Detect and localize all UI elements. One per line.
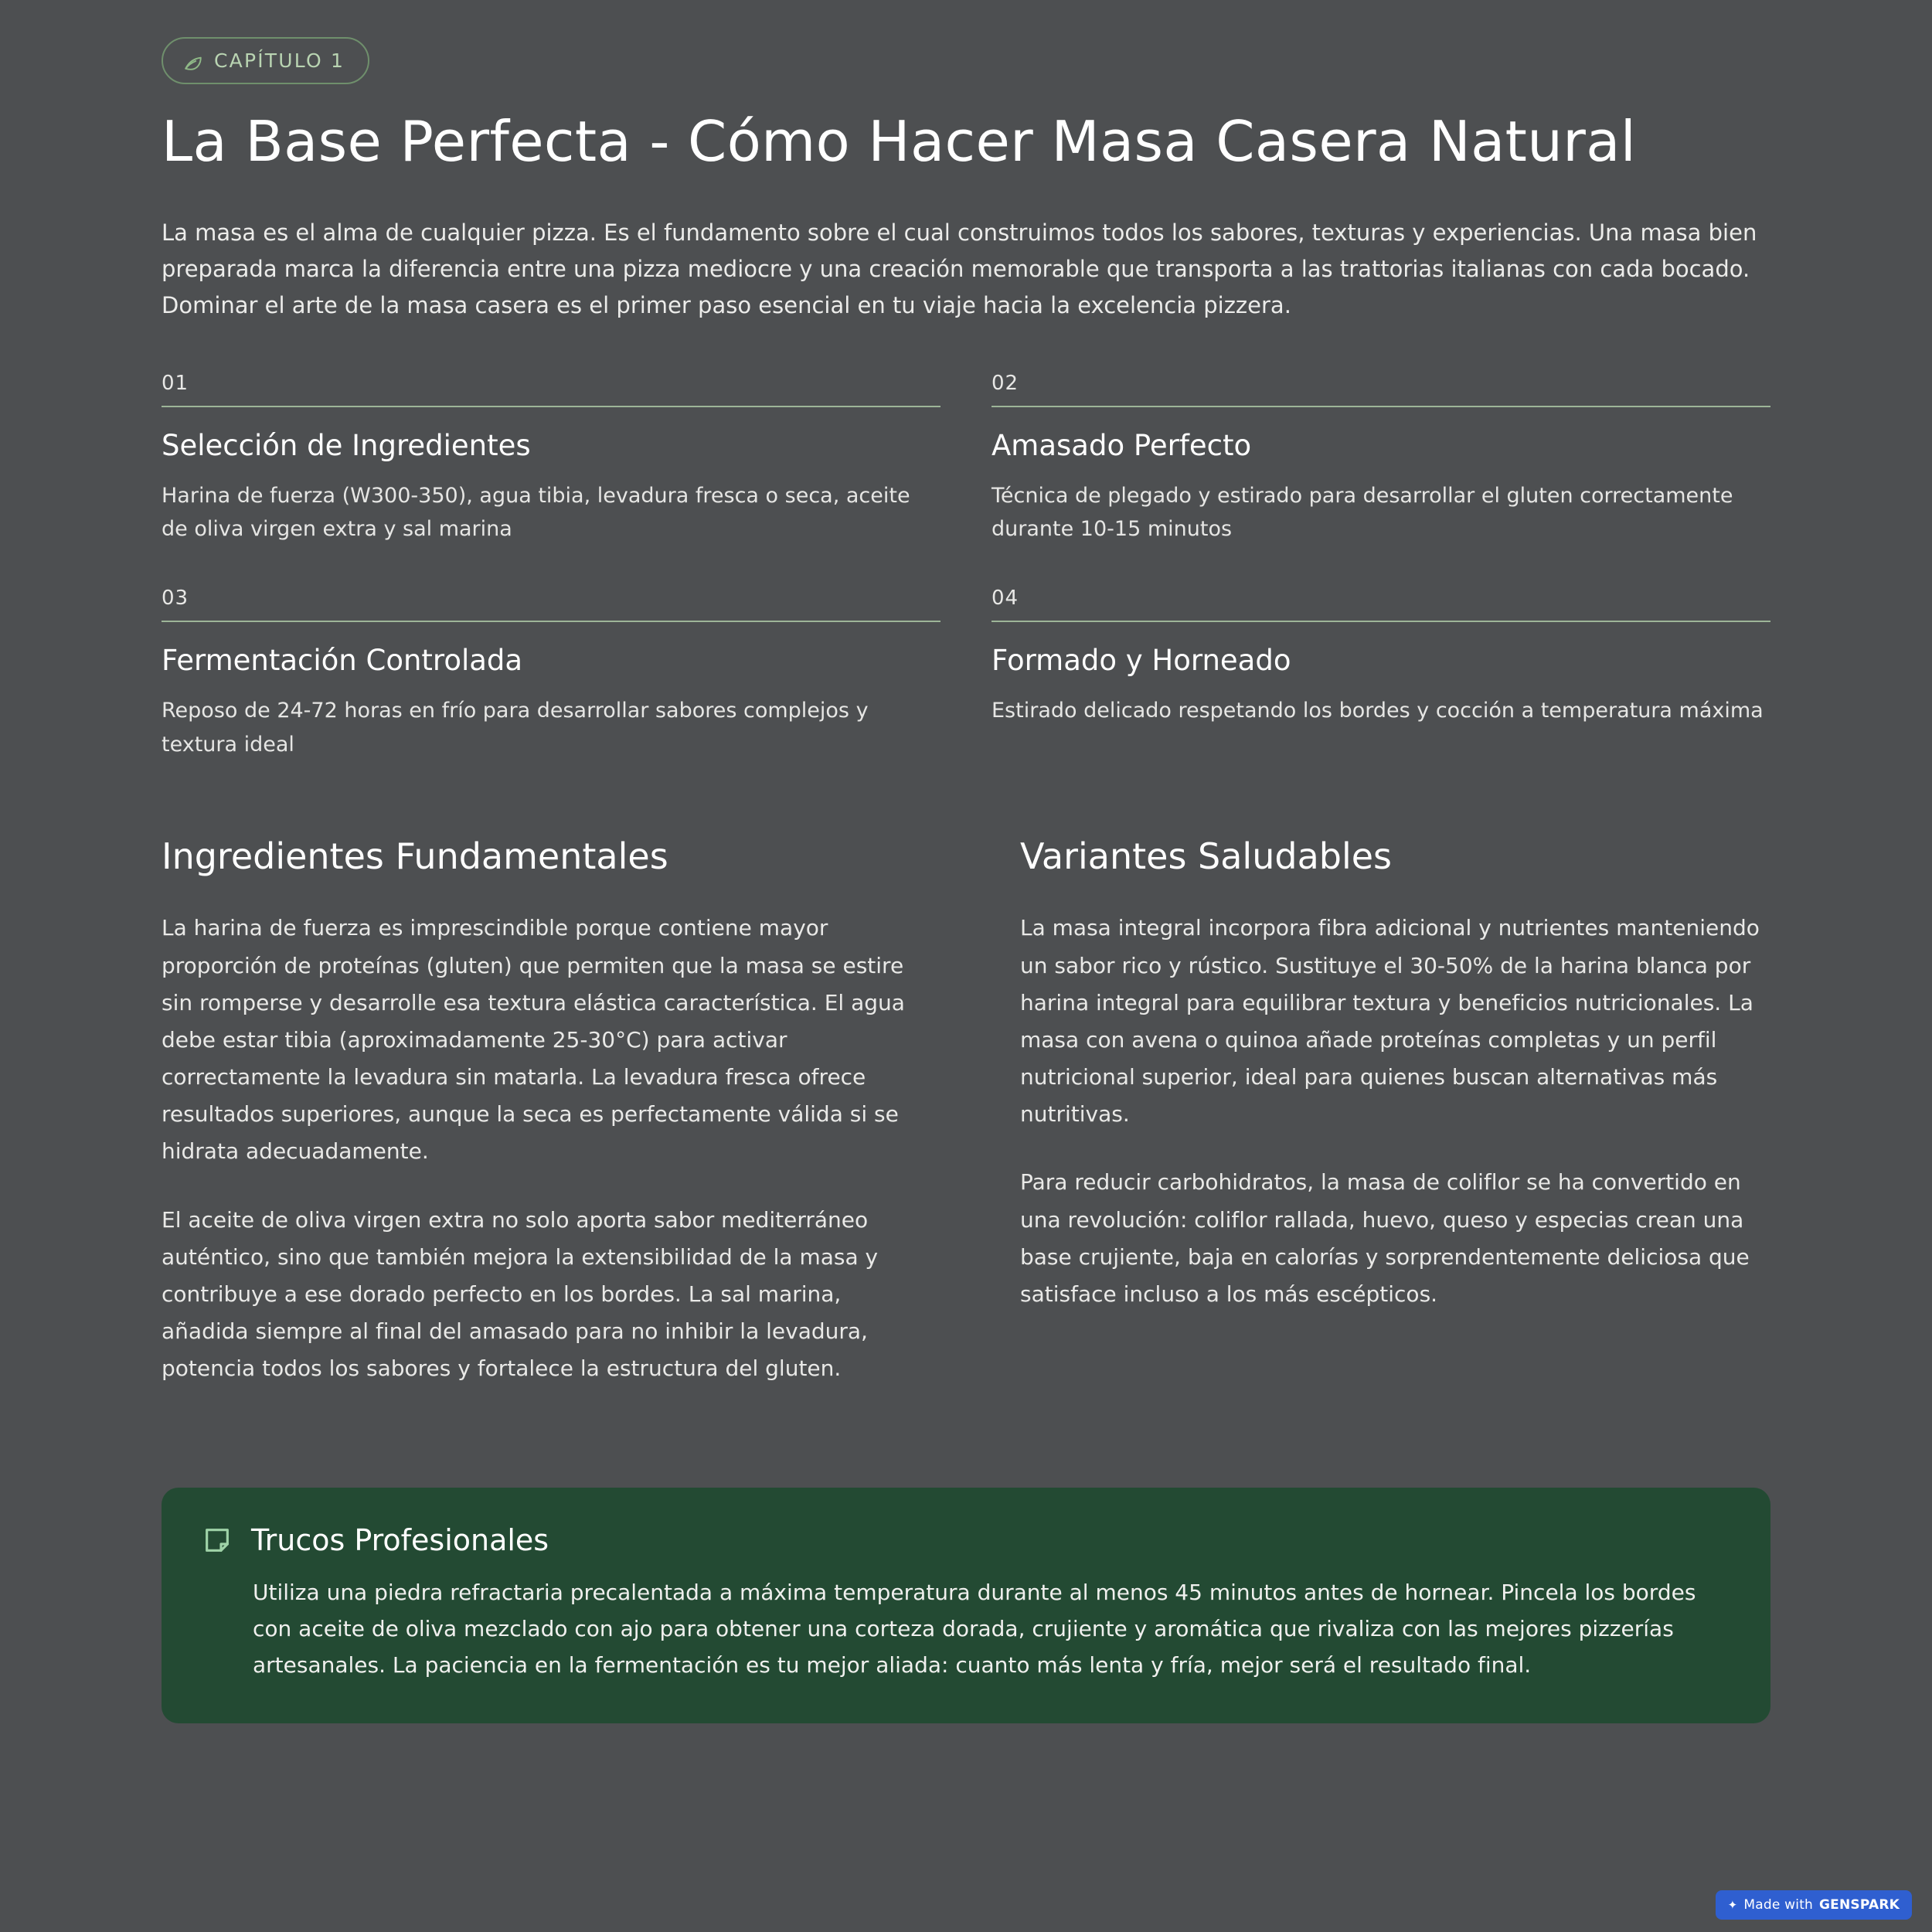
pro-tips-callout — [162, 1488, 1770, 1723]
step-heading: Formado y Horneado — [992, 644, 1291, 677]
step-number: 01 — [162, 372, 940, 407]
column-paragraph: Para reducir carbohidratos, la masa de coliflor se ha convertido en una revolución: coliflor rallada, huevo, queso y especias crean una base crujiente, baja en calorías y sorprendentemente deliciosa que satisface incluso a los más escépticos. — [1020, 1169, 1750, 1307]
column-paragraph: El aceite de oliva virgen extra no solo aporta sabor mediterráneo auténtico, sino que también mejora la extensibilidad de la masa y contribuye a ese dorado perfecto en los bordes. La sal marina, añadida siempre al final del amasado para no inhibir la levadura, potencia todos los sabores y fortalece la estructura del gluten. — [162, 1206, 879, 1382]
step-number: 03 — [162, 587, 940, 622]
step-text: Reposo de 24-72 horas en frío para desarrollar sabores complejos y textura ideal — [162, 699, 869, 757]
made-with-label: Made with — [1743, 1897, 1814, 1913]
step-heading: Selección de Ingredientes — [162, 428, 531, 462]
step-heading: Fermentación Controlada — [162, 644, 523, 677]
column-paragraph: La harina de fuerza es imprescindible porque contiene mayor proporción de proteínas (gluten) que permiten que la masa se estire sin romperse y desarrolle esa textura elástica característica. El agua debe estar tibia (aproximadamente 25-30°C) para activar correctamente la levadura sin matarla. La levadura fresca ofrece resultados superiores, aunque la seca es perfectamente válida si se hidrata adecuadamente. — [162, 915, 905, 1165]
step-card — [992, 372, 1770, 546]
column-heading: Ingredientes Fundamentales — [162, 835, 668, 878]
chapter-badge — [162, 37, 369, 84]
chapter-label: CAPÍTULO 1 — [214, 49, 345, 72]
column-paragraph: La masa integral incorpora fibra adicional y nutrientes manteniendo un sabor rico y rústico. Sustituye el 30-50% de la harina blanca por harina integral para equilibrar textura y beneficios nutricionales. La masa con avena o quinoa añade proteínas completas y un perfil nutricional superior, ideal para quienes buscan alternativas más nutritivas. — [1020, 915, 1760, 1128]
pro-tips-text: Utiliza una piedra refractaria precalentada a máxima temperatura durante al menos 45 minutos antes de hornear. Pincela los bordes con aceite de oliva mezclado con ajo para obtener una corteza dorada, crujiente y aromática que rivaliza con las mejores pizzerías artesanales. La paciencia en la fermentación es tu mejor aliada: cuanto más lenta y fría, mejor será el resultado final. — [253, 1580, 1696, 1679]
two-column-section — [162, 835, 1770, 1418]
steps-grid — [162, 372, 1770, 762]
step-card — [162, 587, 940, 761]
intro-paragraph: La masa es el alma de cualquier pizza. Es el fundamento sobre el cual construimos todos los sabores, texturas y experiencias. Una masa bien preparada marca la diferencia entre una pizza mediocre y una creación memorable que transporta a las trattorias italianas con cada bocado. Dominar el arte de la masa casera es el primer paso esencial en tu viaje hacia la excelencia pizzera. — [162, 219, 1757, 318]
pro-tips-heading: Trucos Profesionales — [251, 1523, 549, 1558]
step-card — [162, 372, 940, 546]
made-with-badge[interactable] — [1716, 1890, 1912, 1920]
page-title: La Base Perfecta - Cómo Hacer Masa Casera Natural — [162, 109, 1637, 174]
step-number: 02 — [992, 372, 1770, 407]
column-heading: Variantes Saludables — [1020, 835, 1393, 878]
content-wrapper — [158, 28, 1774, 1723]
step-text: Harina de fuerza (W300-350), agua tibia, levadura fresca o seca, aceite de oliva virgen extra y sal marina — [162, 483, 910, 542]
leaf-icon — [183, 51, 203, 71]
column-variants — [1005, 835, 1770, 1418]
note-icon — [202, 1525, 233, 1556]
pro-tips-header — [202, 1523, 1727, 1557]
step-text: Estirado delicado respetando los bordes y cocción a temperatura máxima — [992, 699, 1764, 723]
sparkle-icon: ✦ — [1727, 1898, 1738, 1912]
step-number: 04 — [992, 587, 1770, 622]
step-card — [992, 587, 1770, 761]
brand-label: GENSPARK — [1819, 1897, 1900, 1913]
column-ingredients — [162, 835, 927, 1418]
step-text: Técnica de plegado y estirado para desarrollar el gluten correctamente durante 10-15 minutos — [992, 483, 1733, 542]
step-heading: Amasado Perfecto — [992, 428, 1252, 462]
